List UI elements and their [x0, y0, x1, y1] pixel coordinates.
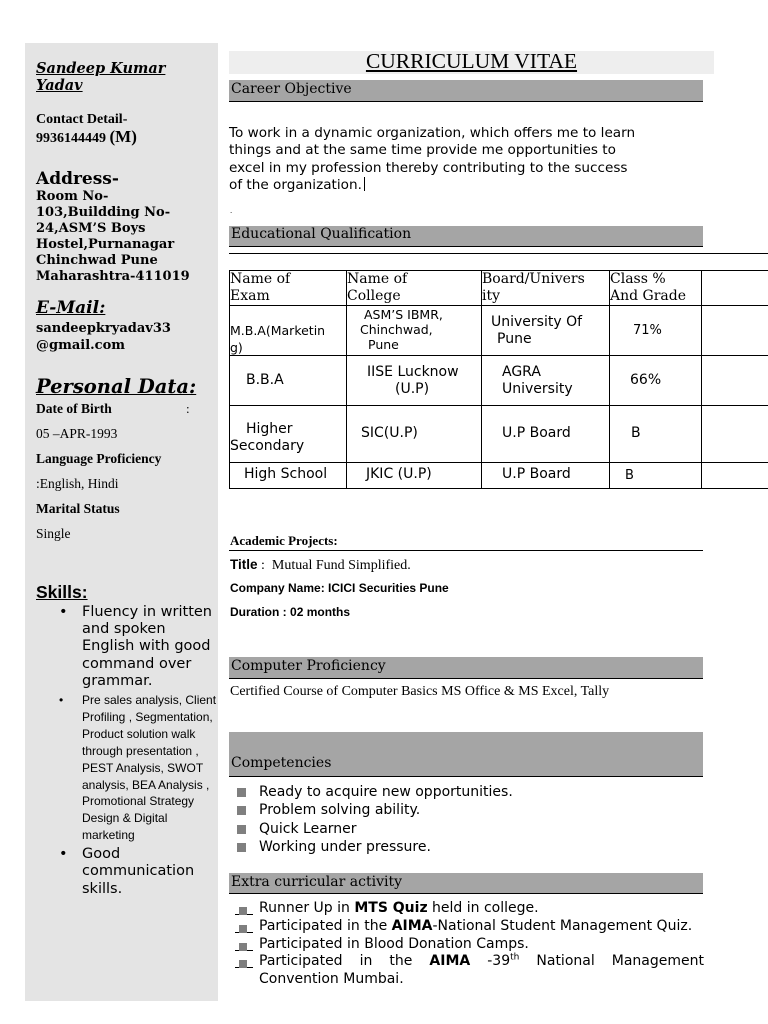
cell-line: Chinchwad, [360, 322, 433, 337]
section-heading-career: Career Objective [229, 80, 703, 102]
phone-suffix: (M) [109, 127, 137, 146]
marital-label: Marital Status [36, 501, 120, 516]
section-heading-competencies: Competencies [229, 732, 703, 777]
table-rule [701, 270, 702, 489]
table-rule [229, 405, 768, 406]
header-line: Board/Univers [482, 271, 585, 287]
objective-last-line: of the organization. [229, 176, 362, 193]
competency-text: Problem solving ability. [259, 802, 421, 819]
ordinal-suffix: th [510, 952, 520, 963]
header-line: ity [482, 288, 501, 304]
activity-item [235, 936, 704, 954]
cell-line: Pune [368, 337, 399, 352]
table-cell-exam [230, 322, 325, 356]
activity-item [235, 900, 704, 918]
header-line: Name of [347, 271, 408, 287]
cell-line: (U.P) [395, 381, 430, 397]
sidebar [25, 43, 218, 1001]
activity-keyword: AIMA [391, 917, 433, 934]
competency-item [236, 820, 513, 838]
cell-line: University [502, 381, 573, 397]
project-title-row [230, 557, 411, 574]
language-label: Language Proficiency [36, 451, 162, 466]
square-bullet-icon [235, 959, 253, 968]
competency-item [236, 801, 513, 819]
activity-text: National Management Convention Mumbai. [259, 953, 704, 988]
table-cell-college [367, 364, 459, 398]
table-rule [229, 488, 768, 489]
table-cell-exam [230, 421, 304, 455]
email-address [36, 320, 216, 354]
stray-dot: . [230, 206, 233, 215]
bullet-dot-icon: • [59, 693, 64, 708]
language-value: :English, Hindi [36, 476, 119, 491]
header-line: Name of [230, 271, 291, 287]
table-header-grade [610, 271, 686, 305]
table-cell-grade: B [631, 425, 641, 441]
activity-text: Participated in Blood Donation Camps. [259, 935, 529, 952]
project-company-value: ICICI Securities Pune [328, 581, 449, 595]
personal-data-heading: Personal Data: [36, 375, 197, 398]
marital-value: Single [36, 526, 71, 541]
skill-text: Good communication skills. [82, 846, 195, 897]
activity-text: -National Student Management Quiz. [432, 917, 693, 934]
skill-item [36, 604, 218, 690]
skills-list [36, 604, 218, 898]
address-line: 103,Buildding No- [36, 205, 171, 220]
skills-heading: Skills: [36, 582, 88, 602]
activity-text: Participated in the [259, 917, 392, 934]
document-title: CURRICULUM VITAE [365, 49, 578, 73]
activity-keyword: MTS Quiz [354, 900, 428, 916]
activity-text: Participated in the [259, 953, 430, 970]
phone-number: 9936144449 [36, 131, 106, 146]
table-cell-grade: 71% [633, 323, 662, 338]
bullet-dot-icon: • [59, 604, 68, 620]
education-table [229, 253, 768, 489]
contact-label: Contact Detail- [36, 112, 128, 127]
dob-colon: : [186, 401, 190, 416]
table-header-college [347, 271, 407, 305]
project-company-label: Company Name: [230, 581, 325, 595]
project-title-sep: : [261, 558, 265, 573]
skill-item [36, 692, 218, 844]
section-heading-education: Educational Qualification [229, 226, 703, 247]
cell-line: M.B.A(Marketin [230, 323, 326, 338]
skill-text: Fluency in written and spoken English with good command over grammar. [82, 604, 212, 689]
objective-line [229, 177, 707, 194]
activity-keyword: AIMA [429, 953, 471, 970]
table-cell-board [502, 364, 573, 398]
cell-line: IISE Lucknow [367, 364, 459, 380]
address-line: 24,ASM’S Boys [36, 221, 146, 236]
candidate-name: Sandeep Kumar Yadav [36, 60, 166, 94]
email-line: sandeepkryadav33 [36, 321, 171, 336]
table-header-exam [230, 271, 290, 305]
header-line: And Grade [610, 288, 687, 304]
competency-item [236, 783, 513, 801]
computer-proficiency-text: Certified Course of Computer Basics MS Office & MS Excel, Tally [230, 684, 610, 699]
table-cell-college [360, 307, 443, 352]
table-rule [229, 305, 768, 306]
address-line: Hostel,Purnanagar [36, 237, 175, 252]
table-header-board [482, 271, 585, 305]
table-cell-college: SIC(U.P) [361, 425, 418, 441]
address-line: Chinchwad Pune [36, 253, 158, 268]
career-objective-text [229, 125, 707, 194]
address-line: Room No- [36, 189, 109, 204]
objective-line: To work in a dynamic organization, which offers me to learn [229, 125, 636, 141]
table-rule [229, 462, 768, 463]
objective-line: excel in my profession thereby contributing to the success [229, 159, 628, 176]
project-duration-value: 02 months [290, 605, 351, 619]
square-bullet-icon [235, 924, 253, 933]
cell-line: AGRA [502, 364, 541, 380]
header-line: College [347, 288, 401, 304]
section-heading-projects: Academic Projects: [229, 534, 703, 551]
square-bullet-icon [237, 843, 246, 852]
competency-text: Quick Learner [259, 820, 357, 837]
activity-text: held in college. [427, 900, 539, 916]
cell-line: Pune [497, 331, 532, 347]
table-cell-grade: B [625, 468, 634, 483]
table-cell-exam: High School [244, 466, 328, 482]
table-cell-board: U.P Board [502, 466, 571, 482]
table-cell-board: U.P Board [502, 425, 571, 441]
text-cursor-icon [364, 177, 365, 191]
square-bullet-icon [235, 942, 253, 951]
table-cell-college: JKIC (U.P) [366, 466, 432, 482]
address-heading: Address- [36, 169, 119, 189]
competency-item [236, 838, 513, 856]
square-bullet-icon [237, 806, 246, 815]
activity-item [235, 918, 704, 936]
header-line: Class % [610, 271, 666, 287]
cell-line: Secondary [230, 438, 305, 454]
project-title-label: Title [230, 557, 258, 572]
email-heading: E-Mail: [36, 298, 106, 318]
section-heading-extra-curricular: Extra curricular activity [229, 873, 703, 894]
table-rule [229, 253, 768, 254]
header-line: Exam [230, 288, 270, 304]
table-cell-exam: B.B.A [246, 372, 284, 388]
cell-line: University Of [491, 314, 583, 330]
objective-line: things and at the same time provide me opportunities to [229, 142, 616, 159]
project-title-value: Mutual Fund Simplified. [271, 558, 411, 573]
project-duration-row [230, 605, 350, 619]
square-bullet-icon [235, 906, 253, 915]
activity-text: Runner Up in [259, 900, 355, 916]
competency-text: Ready to acquire new opportunities. [259, 784, 513, 800]
dob-label: Date of Birth [36, 401, 112, 416]
table-cell-grade: 66% [630, 372, 662, 388]
phone-row [36, 127, 137, 147]
extra-curricular-list [235, 900, 704, 989]
activity-item [235, 953, 704, 989]
section-heading-computer: Computer Proficiency [229, 657, 703, 679]
skill-text: Pre sales analysis, Client Profiling , Segmentation, Product solution walk through presentation , PEST Analysis, SWOT analysis, BEA Analysis , Promotional Strategy Design & Digital marketing [82, 693, 217, 843]
cell-line: g) [230, 340, 243, 355]
email-line: @gmail.com [36, 338, 126, 353]
dob-value: 05 –APR-1993 [36, 426, 118, 441]
project-duration-label: Duration : [230, 605, 287, 619]
table-cell-board [491, 314, 582, 348]
address-block [36, 189, 216, 285]
cell-line: ASM’S IBMR, [364, 307, 443, 322]
square-bullet-icon [237, 825, 246, 834]
square-bullet-icon [237, 788, 246, 797]
activity-text: -39 [470, 953, 511, 970]
address-line: Maharashtra-411019 [36, 269, 190, 284]
project-company-row [230, 581, 449, 595]
cell-line: Higher [246, 421, 293, 437]
competencies-list [236, 783, 513, 856]
skill-item [36, 846, 218, 898]
competency-text: Working under pressure. [259, 838, 431, 855]
bullet-dot-icon: • [59, 846, 68, 863]
